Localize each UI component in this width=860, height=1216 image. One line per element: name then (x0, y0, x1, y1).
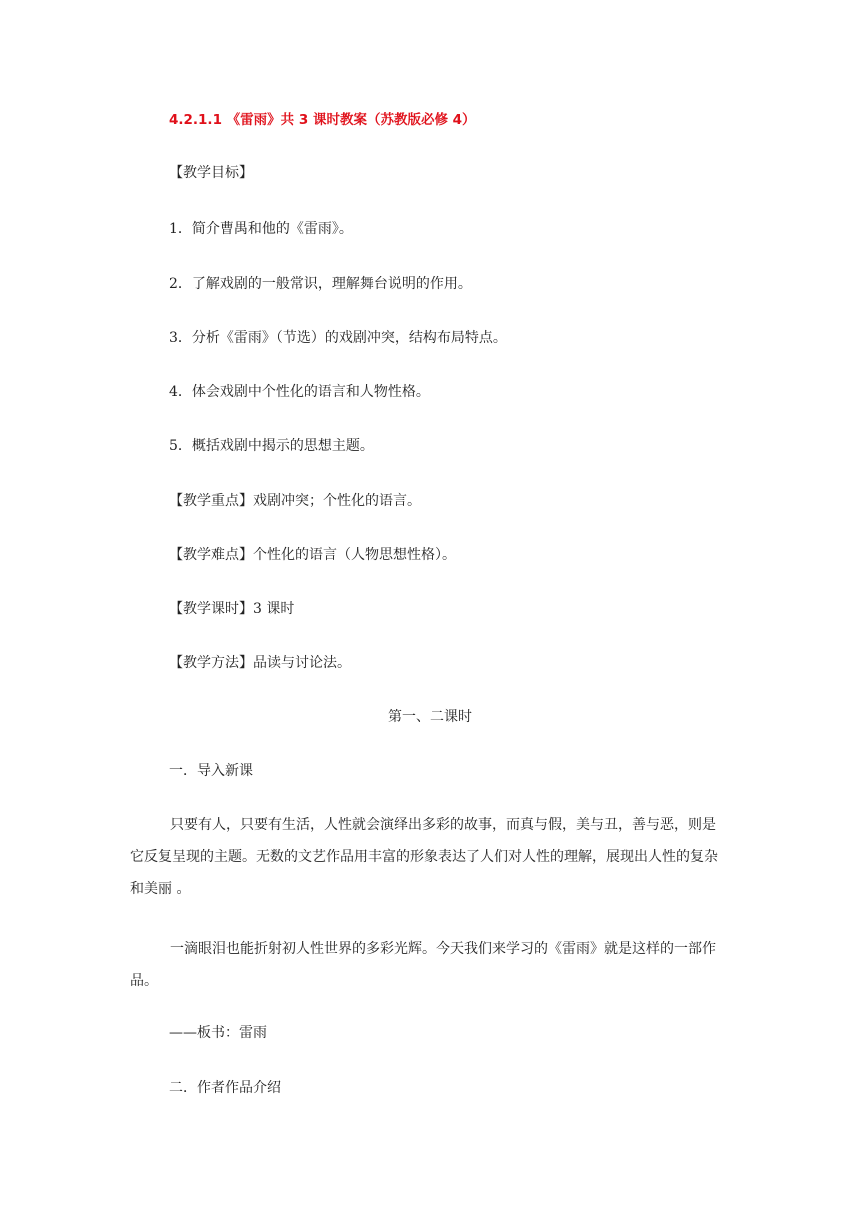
objective-item: 3．分析《雷雨》（节选）的戏剧冲突，结构布局特点。 (169, 330, 507, 346)
key-points: 【教学重点】戏剧冲突；个性化的语言。 (169, 493, 421, 509)
objective-item: 4．体会戏剧中个性化的语言和人物性格。 (169, 384, 430, 400)
objectives-heading: 【教学目标】 (169, 165, 253, 181)
difficulties: 【教学难点】个性化的语言（人物思想性格）。 (169, 547, 456, 563)
objective-item: 5．概括戏剧中揭示的思想主题。 (169, 438, 374, 454)
intro-paragraph: 只要有人，只要有生活，人性就会演绎出多彩的故事，而真与假，美与丑，善与恶，则是它反复呈现的主题。无数的文艺作品用丰富的形象表达了人们对人性的理解，展现出人性的复杂和美丽 。 (130, 817, 718, 897)
intro-paragraph-2: 一滴眼泪也能折射初人性世界的多彩光辉。今天我们来学习的《雷雨》就是这样的一部作品。 (130, 941, 716, 989)
document-title: 4.2.1.1 《雷雨》共 3 课时教案（苏教版必修 4） (169, 112, 476, 128)
objective-item: 1．简介曹禺和他的《雷雨》。 (169, 221, 353, 237)
section-title: 第一、二课时 (388, 709, 472, 725)
part1-heading: 一．导入新课 (169, 763, 253, 779)
board-note: ——板书：雷雨 (169, 1025, 267, 1041)
objective-item: 2．了解戏剧的一般常识，理解舞台说明的作用。 (169, 276, 472, 292)
periods: 【教学课时】3 课时 (169, 601, 295, 617)
part2-heading: 二．作者作品介绍 (169, 1080, 281, 1096)
methods: 【教学方法】品读与讨论法。 (169, 655, 351, 671)
